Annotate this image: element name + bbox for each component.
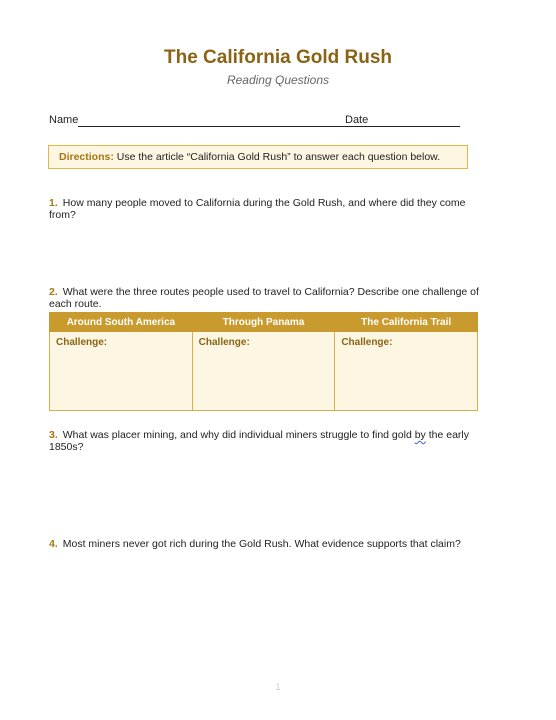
challenge-cell-south-america[interactable]: [50, 332, 193, 411]
worksheet-subtitle: Reading Questions: [226, 73, 330, 87]
column-header-panama: Through Panama: [192, 313, 335, 332]
challenge-cell-california-trail[interactable]: [335, 332, 478, 411]
question-text: What were the three routes people used to travel to California? Describe one challenge of each route.: [49, 286, 479, 310]
question-text: What was placer mining, and why did individual miners struggle to find gold: [62, 429, 415, 441]
challenge-label: Challenge:: [341, 337, 393, 348]
question-number: 3.: [49, 429, 58, 441]
name-date-row: [49, 114, 479, 130]
date-label: Date: [345, 114, 369, 126]
name-blank-line[interactable]: [78, 126, 375, 127]
question-text: Most miners never got rich during the Gold Rush. What evidence supports that claim?: [62, 538, 461, 550]
table-header-row: [50, 313, 478, 332]
spellcheck-flagged-word[interactable]: by: [414, 429, 426, 441]
routes-table: [49, 312, 478, 411]
question-text: How many people moved to California during the Gold Rush, and where did they come from?: [49, 197, 466, 221]
question-3: [49, 429, 494, 453]
challenge-label: Challenge:: [198, 337, 250, 348]
challenge-label: Challenge:: [56, 337, 108, 348]
directions-text: Use the article “California Gold Rush” to answer each question below.: [116, 151, 441, 163]
question-text-end: the early 1850s?: [49, 429, 469, 453]
question-4: [49, 538, 494, 550]
date-blank-line[interactable]: [373, 126, 460, 127]
name-label: Name: [49, 114, 79, 126]
question-2: [49, 286, 494, 310]
challenge-cell-panama[interactable]: [192, 332, 335, 411]
table-row: [50, 332, 478, 411]
column-header-california-trail: The California Trail: [335, 313, 478, 332]
column-header-south-america: Around South America: [50, 313, 193, 332]
page-number: 1: [275, 682, 281, 692]
directions-box: [48, 145, 468, 169]
question-number: 2.: [49, 286, 58, 298]
directions-label: Directions:: [59, 151, 114, 163]
question-1: [49, 197, 494, 221]
worksheet-title: The California Gold Rush: [163, 47, 392, 68]
question-number: 4.: [49, 538, 58, 550]
question-number: 1.: [49, 197, 58, 209]
